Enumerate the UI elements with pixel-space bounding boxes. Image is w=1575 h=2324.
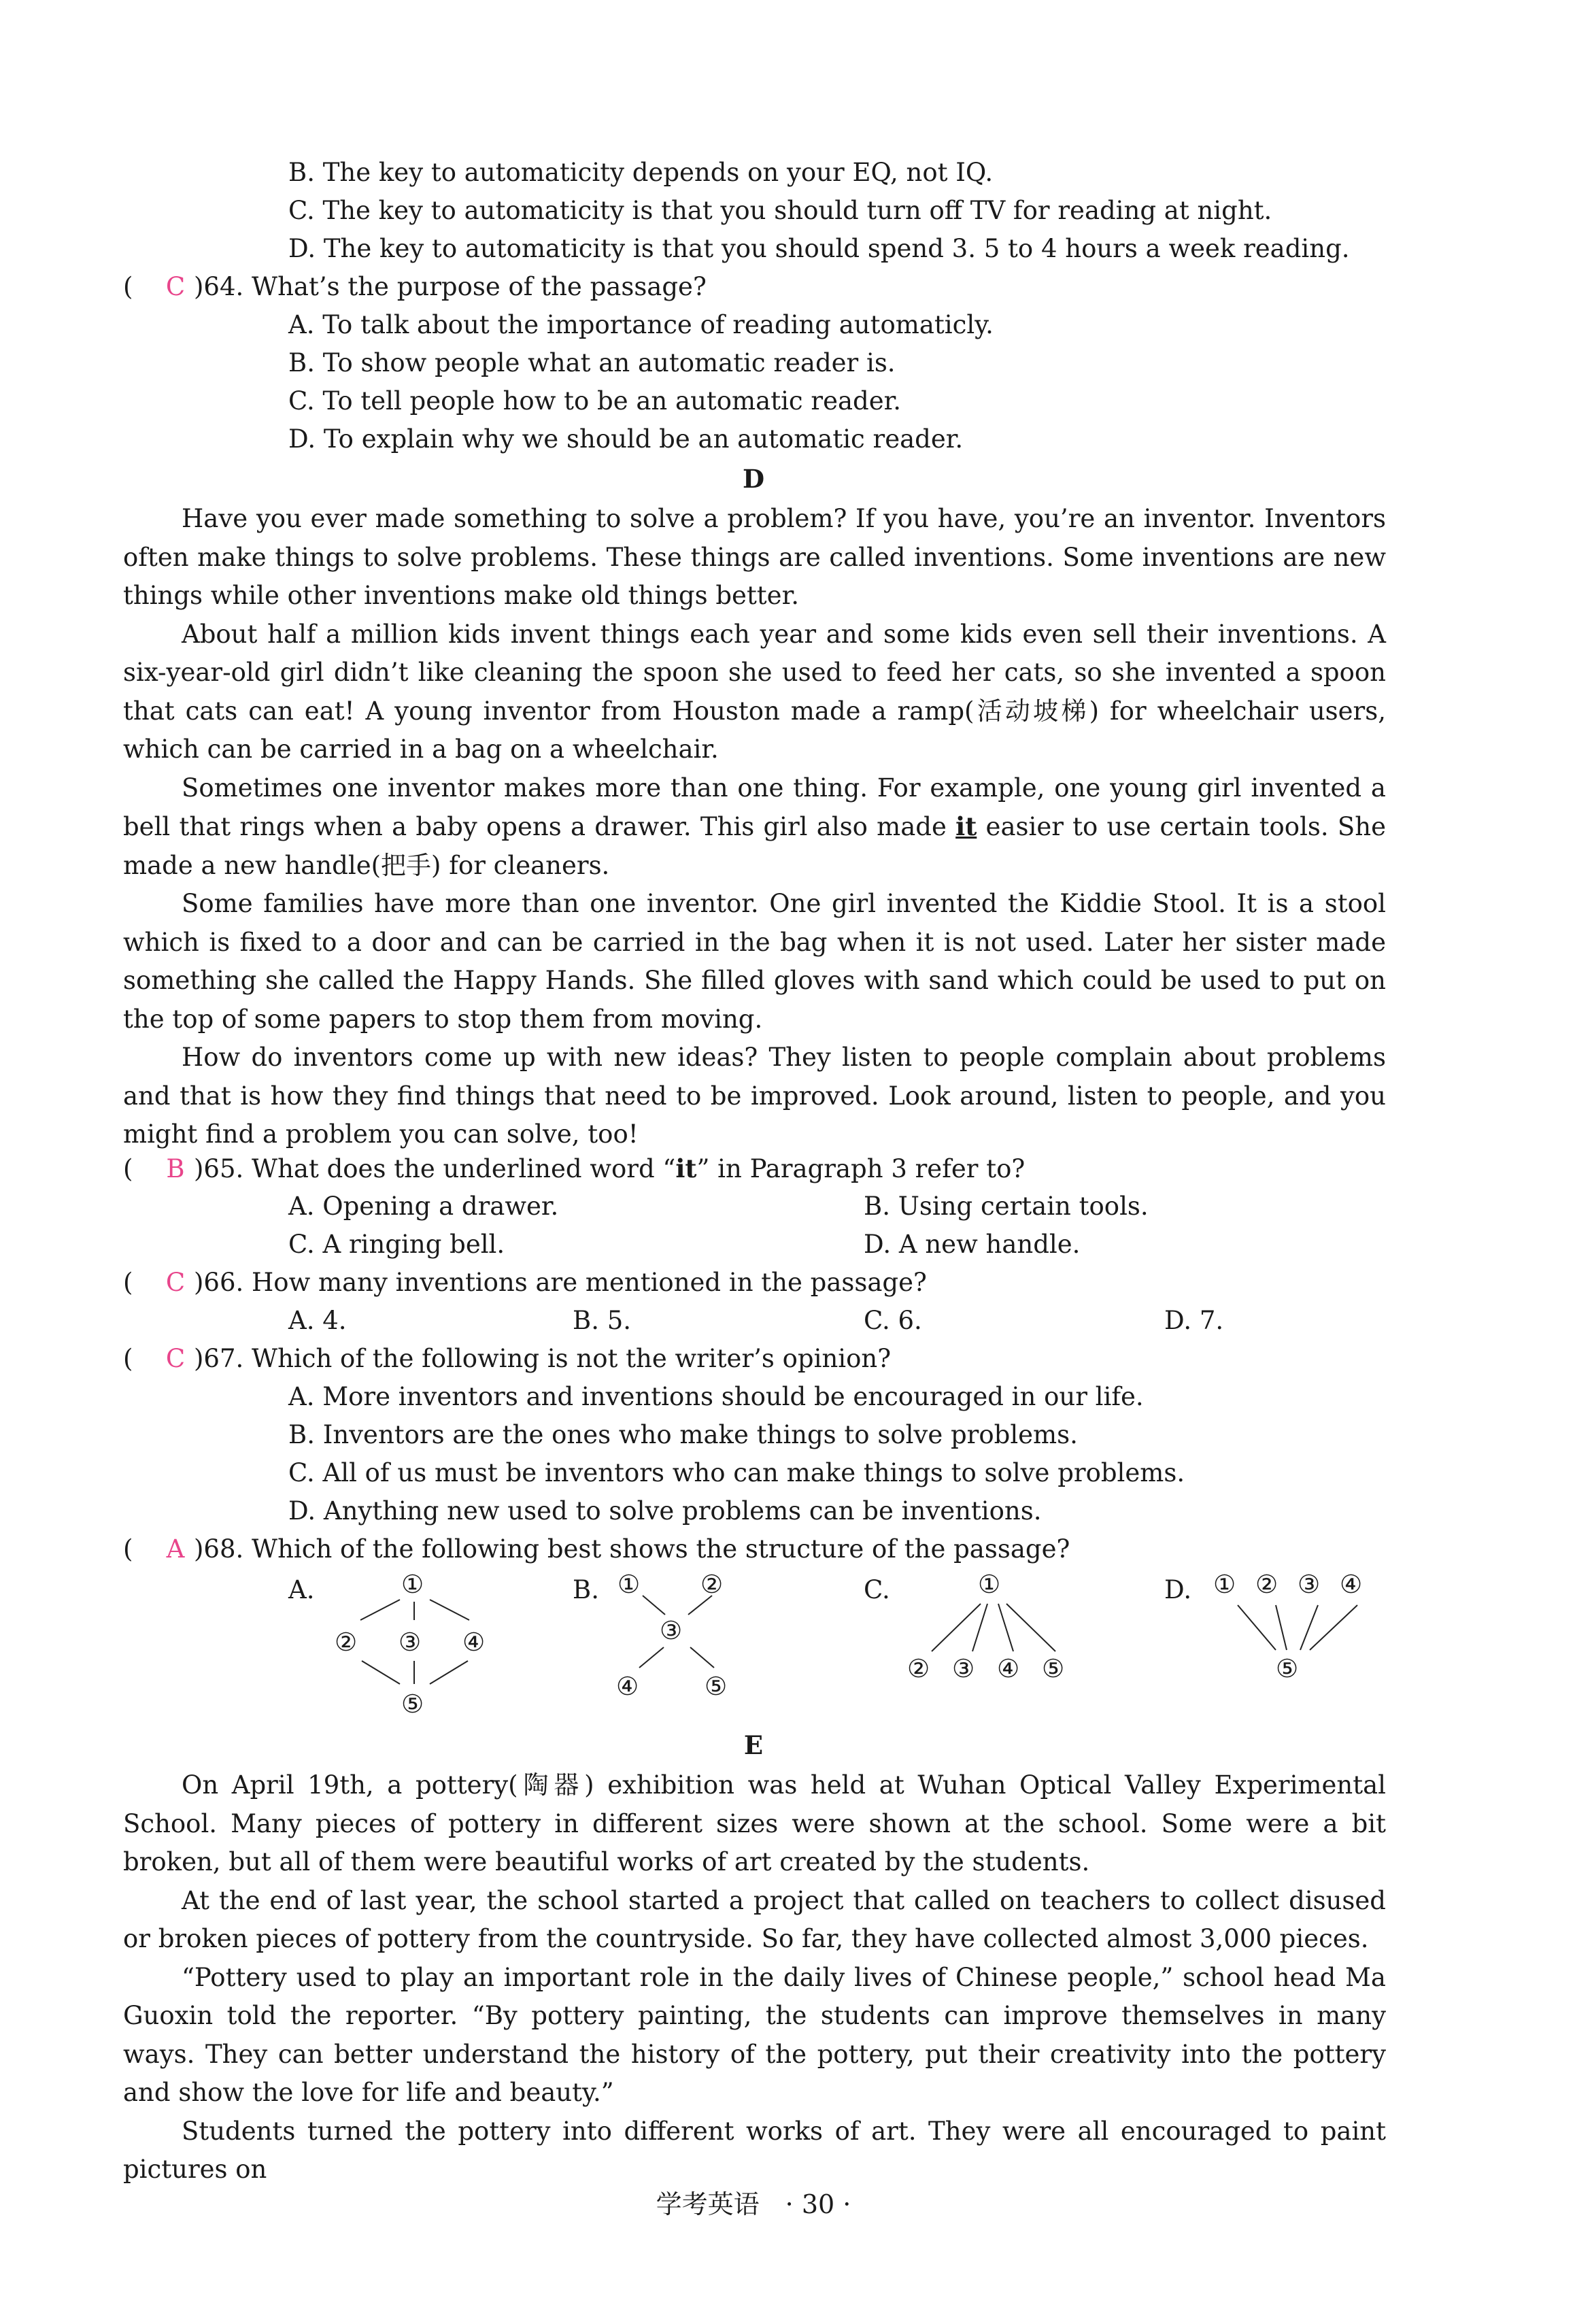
diag-c-lines [904,1571,1095,1707]
q66-option-d: D. 7. [1164,1306,1224,1335]
diag-a-node-1: ① [401,1570,424,1599]
q65-option-a: A. Opening a drawer. [288,1192,559,1221]
structure-diagram-c [904,1571,1095,1707]
q65-option-b: B. Using certain tools. [864,1192,1149,1221]
diag-b-node-1: ① [617,1570,641,1599]
e-paragraph-3: “Pottery used to play an important role in the daily lives of Chinese people,” school head Ma Guoxin told the reporter. “By pottery painting, the students can improve themselves in many ways. They can better understand the history of the pottery, put their creativity into the pottery and show the love for life and beauty.” [123,1962,1386,2107]
q64-option-d: D. To explain why we should be an automatic reader. [288,424,964,454]
diag-b-lines [612,1571,789,1734]
diag-c-node-2: ② [907,1654,930,1683]
stem-64: )64. What’s the purpose of the passage? [194,272,707,301]
section-e-passage [123,1766,1386,2189]
q67-option-b: B. Inventors are the ones who make things to solve problems. [288,1420,1078,1449]
question-68: ( A )68. Which of the following best shows the structure of the passage? [123,1532,1070,1567]
structure-diagram-d [1210,1571,1401,1707]
page-footer: 学考英语 · 30 · [656,2189,851,2219]
structure-diagram-b [612,1571,789,1734]
e-paragraph-1: On April 19th, a pottery(陶器) exhibition was held at Wuhan Optical Valley Experimental School. Many pieces of pottery in different sizes were shown at the school. Some were a bit broken, but all of them were beautiful works of art created by the students. [123,1770,1386,1876]
question-64: ( C )64. What’s the purpose of the passage? [123,269,707,305]
q67-option-a: A. More inventors and inventions should be encouraged in our life. [288,1382,1144,1411]
structure-diagram-a [326,1571,530,1734]
q68-label-d: D. [1164,1575,1192,1604]
q63-option-d: D. The key to automaticity is that you should spend 3. 5 to 4 hours a week reading. [288,234,1350,263]
answer-65: B [166,1154,185,1183]
question-66: ( C )66. How many inventions are mentioned in the passage? [123,1265,927,1300]
answer-66: C [165,1268,186,1297]
diag-a-node-4: ④ [462,1628,486,1657]
diag-a-node-2: ② [335,1628,358,1657]
diag-d-node-5: ⑤ [1276,1654,1299,1683]
diag-b-node-4: ④ [616,1672,639,1701]
d-paragraph-3: Sometimes one inventor makes more than one thing. For example, one young girl invented a bell that rings when a baby opens a drawer. This girl also made it easier to use certain tools. She made a new handle(把手) for cleaners. [123,773,1386,880]
underlined-it: it [955,811,977,841]
q65-option-c: C. A ringing bell. [288,1230,505,1259]
q68-label-b: B. [573,1575,599,1604]
diag-c-node-5: ⑤ [1042,1654,1065,1683]
section-d-title: D [742,464,765,494]
q68-label-c: C. [864,1575,890,1604]
diag-a-node-3: ③ [399,1628,422,1657]
diag-c-node-4: ④ [997,1654,1020,1683]
q67-option-c: C. All of us must be inventors who can make things to solve problems. [288,1458,1185,1487]
q63-option-c: C. The key to automaticity is that you should turn off TV for reading at night. [288,196,1272,225]
question-65: ( B )65. What does the underlined word “it” in Paragraph 3 refer to? [123,1151,1025,1187]
answer-68: A [166,1534,185,1564]
diag-d-lines [1210,1571,1401,1707]
q66-option-b: B. 5. [573,1306,632,1335]
diag-a-node-5: ⑤ [401,1689,424,1719]
diag-c-node-3: ③ [952,1654,975,1683]
q67-option-d: D. Anything new used to solve problems can be inventions. [288,1496,1042,1526]
q68-label-a: A. [288,1575,315,1604]
diag-d-node-2: ② [1255,1570,1278,1599]
q64-option-c: C. To tell people how to be an automatic reader. [288,386,901,416]
e-paragraph-4: Students turned the pottery into different works of art. They were all encouraged to paint pictures on [123,2116,1386,2184]
q63-option-b: B. The key to automaticity depends on your EQ, not IQ. [288,158,994,187]
diag-b-node-2: ② [700,1570,724,1599]
diag-b-node-3: ③ [660,1616,683,1645]
diag-d-node-3: ③ [1298,1570,1321,1599]
q65-option-d: D. A new handle. [864,1230,1081,1259]
d-paragraph-4: Some families have more than one inventor. One girl invented the Kiddie Stool. It is a stool which is fixed to a door and can be carried in the bag when it is not used. Later her sister made something she called the Happy Hands. She filled gloves with sand which could be used to put on the top of some papers to stop them from moving. [123,889,1386,1034]
diag-a-lines [326,1571,530,1734]
diag-b-node-5: ⑤ [705,1672,728,1701]
q64-option-b: B. To show people what an automatic reader is. [288,348,896,377]
d-paragraph-1: Have you ever made something to solve a problem? If you have, you’re an inventor. Inventors often make things to solve problems. These things are called inventions. Some inventions are new things while other inventions make old things better. [123,504,1386,610]
d-paragraph-2: About half a million kids invent things each year and some kids even sell their inventions. A six-year-old girl didn’t like cleaning the spoon she used to feed her cats, so she invented a spoon that cats can eat! A young inventor from Houston made a ramp(活动坡梯) for wheelchair users, which can be carried in a bag on a wheelchair. [123,619,1386,764]
question-67: ( C )67. Which of the following is not the writer’s opinion? [123,1341,891,1377]
diag-c-node-1: ① [978,1570,1001,1599]
e-paragraph-2: At the end of last year, the school started a project that called on teachers to collect disused or broken pieces of pottery from the countryside. So far, they have collected almost 3,000 pieces. [123,1885,1386,1953]
section-e-title: E [743,1730,764,1760]
answer-67: C [165,1344,186,1373]
q66-option-c: C. 6. [864,1306,922,1335]
section-d-passage [123,500,1386,1154]
diag-d-node-1: ① [1213,1570,1236,1599]
diag-d-node-4: ④ [1340,1570,1363,1599]
q64-option-a: A. To talk about the importance of reading automaticly. [288,310,994,339]
q66-option-a: A. 4. [288,1306,347,1335]
answer-64: C [165,272,186,301]
d-paragraph-5: How do inventors come up with new ideas? They listen to people complain about problems and that is how they find things that need to be improved. Look around, listen to people, and you might find a problem you can solve, too! [123,1043,1386,1149]
